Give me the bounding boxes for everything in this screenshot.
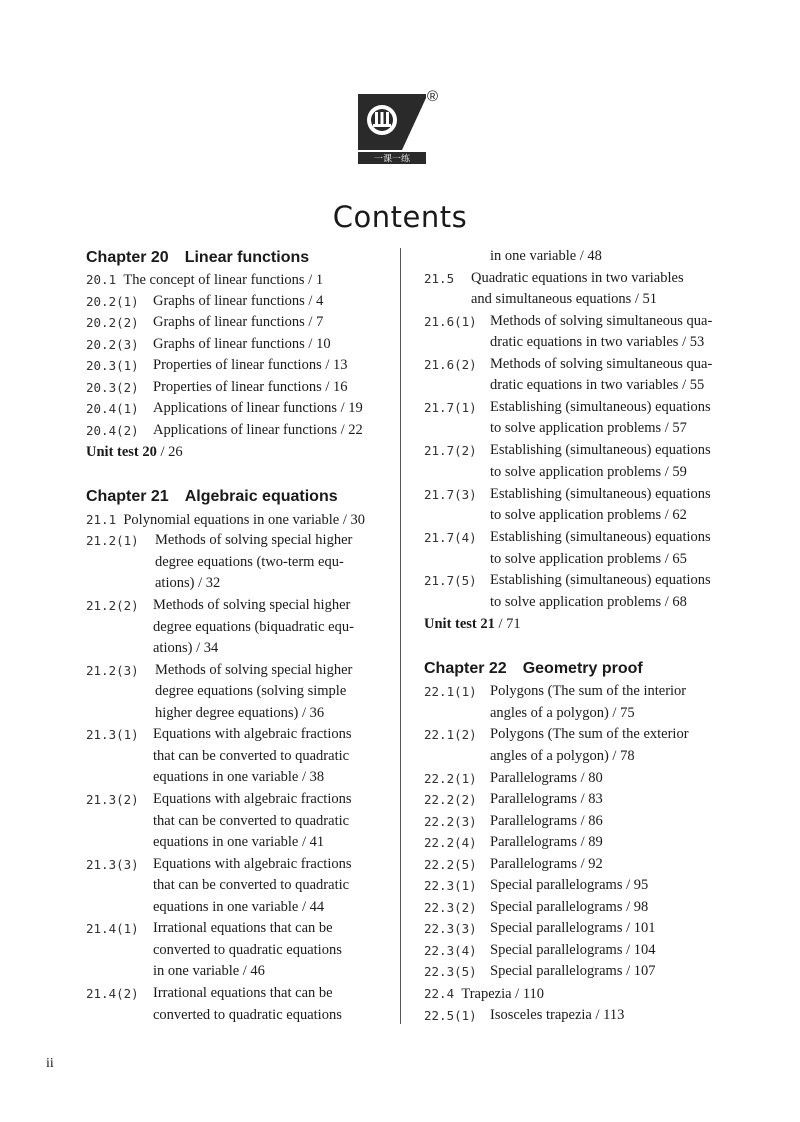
toc-entry: 21.4(1) [86,921,139,936]
toc-entry-text: degree equations (two-term equ- [155,554,344,570]
toc-entry-text: degree equations (biquadratic equ- [153,619,354,635]
toc-entry: 20.3(2) [86,380,139,395]
toc-entry-text: Methods of solving simultaneous qua- [490,356,713,372]
toc-entry: 21.3(2) [86,792,139,807]
toc-entry-text: equations in one variable / 41 [153,834,325,850]
toc-entry-text: Properties of linear functions / 16 [153,379,348,395]
toc-entry-text: dratic equations in two variables / 55 [490,377,705,393]
toc-entry: 21.3(1) [86,727,139,742]
toc-entry-text: and simultaneous equations / 51 [471,291,658,307]
toc-entry-text: Methods of solving special higher [153,597,351,613]
toc-entry-text: Establishing (simultaneous) equations [490,399,711,415]
unit-test-20: Unit test 20 / 26 [86,444,183,460]
toc-entry: 22.2(2) [424,792,477,807]
logo-text: 一课一练 [373,154,411,164]
toc-entry-text: to solve application problems / 62 [490,507,687,523]
toc-entry: 21.7(1) [424,400,477,415]
toc-entry-text: Applications of linear functions / 22 [153,422,363,438]
toc-entry-text: Irrational equations that can be [153,920,333,936]
toc-entry: 21.5 [424,271,455,286]
toc-entry: 22.3(3) [424,921,477,936]
toc-entry-text: to solve application problems / 68 [490,594,687,610]
toc-continuation: in one variable / 48 [490,248,602,264]
toc-entry-text: Establishing (simultaneous) equations [490,442,711,458]
toc-entry: 21.7(3) [424,487,477,502]
toc-entry-text: that can be converted to quadratic [153,877,350,893]
toc-entry-text: Parallelograms / 92 [490,856,603,872]
toc-entry-text: that can be converted to quadratic [153,748,350,764]
page-number: ii [46,1056,54,1071]
toc-entry-text: Methods of solving simultaneous qua- [490,313,713,329]
toc-entry: 22.2(4) [424,835,477,850]
toc-entry: 22.2(5) [424,857,477,872]
toc-entry-text: Properties of linear functions / 13 [153,357,348,373]
column-divider [400,248,401,1024]
toc-entry-text: to solve application problems / 65 [490,551,687,567]
toc-entry-text: Polygons (The sum of the exterior [490,726,689,742]
toc-entry-text: dratic equations in two variables / 53 [490,334,705,350]
toc-entry: 21.2(1) [86,533,139,548]
toc-entry: 20.1 The concept of linear functions / 1 [86,272,324,288]
toc-entry-text: Isosceles trapezia / 113 [490,1007,625,1023]
page-title: Contents [332,200,468,234]
toc-entry: 22.1(2) [424,727,477,742]
toc-entry-text: Polygons (The sum of the interior [490,683,687,699]
toc-entry: 22.5(1) [424,1008,477,1023]
toc-entry-text: Methods of solving special higher [155,662,353,678]
toc-entry-text: Parallelograms / 83 [490,791,603,807]
toc-entry: 20.4(2) [86,423,139,438]
toc-entry: 21.1 Polynomial equations in one variable / 30 [86,512,365,528]
toc-entry-text: converted to quadratic equations [153,942,342,958]
toc-entry: 22.2(3) [424,814,477,829]
toc-entry: 22.4 Trapezia / 110 [424,986,545,1002]
unit-test-21: Unit test 21 / 71 [424,616,521,632]
toc-entry-text: Equations with algebraic fractions [153,856,352,872]
toc-entry-text: Special parallelograms / 104 [490,942,656,958]
toc-entry-text: Graphs of linear functions / 4 [153,293,324,309]
chapter-21-heading: Chapter 21 Algebraic equations [86,488,338,505]
toc-entry-text: Parallelograms / 80 [490,770,603,786]
toc-entry: 21.4(2) [86,986,139,1001]
chapter-20-heading: Chapter 20 Linear functions [86,249,310,266]
toc-entry-text: converted to quadratic equations [153,1007,342,1023]
toc-entry-text: Special parallelograms / 98 [490,899,649,915]
toc-entry-text: Quadratic equations in two variables [471,270,684,286]
toc-entry-text: to solve application problems / 57 [490,420,687,436]
toc-entry-text: Establishing (simultaneous) equations [490,529,711,545]
toc-entry-text: Methods of solving special higher [155,532,353,548]
toc-entry-text: Equations with algebraic fractions [153,791,352,807]
registered-mark: ® [427,88,439,105]
toc-entry: 21.7(2) [424,443,477,458]
toc-entry: 22.3(2) [424,900,477,915]
toc-entry: 21.2(3) [86,663,139,678]
toc-entry-text: degree equations (solving simple [155,683,347,699]
toc-entry-text: angles of a polygon) / 75 [490,705,635,721]
toc-entry-text: that can be converted to quadratic [153,813,350,829]
toc-entry-text: equations in one variable / 44 [153,899,325,915]
toc-entry-text: Applications of linear functions / 19 [153,400,363,416]
toc-entry: 20.2(2) [86,315,139,330]
toc-entry-text: Establishing (simultaneous) equations [490,572,711,588]
toc-entry-text: Special parallelograms / 95 [490,877,649,893]
toc-entry-text: angles of a polygon) / 78 [490,748,635,764]
toc-entry: 21.6(2) [424,357,477,372]
toc-entry: 21.3(3) [86,857,139,872]
toc-entry-text: Graphs of linear functions / 10 [153,336,331,352]
toc-entry-text: Special parallelograms / 107 [490,963,656,979]
toc-entry: 22.3(4) [424,943,477,958]
toc-entry: 22.2(1) [424,771,477,786]
toc-entry-text: ations) / 32 [155,575,221,591]
toc-entry: 22.1(1) [424,684,477,699]
toc-entry: 20.2(3) [86,337,139,352]
toc-entry: 22.3(5) [424,964,477,979]
toc-entry: 21.6(1) [424,314,477,329]
publisher-logo [358,94,426,164]
toc-entry-text: equations in one variable / 38 [153,769,325,785]
toc-entry-text: Graphs of linear functions / 7 [153,314,324,330]
toc-entry: 20.3(1) [86,358,139,373]
toc-entry-text: to solve application problems / 59 [490,464,687,480]
toc-entry: 22.3(1) [424,878,477,893]
toc-entry-text: Special parallelograms / 101 [490,920,656,936]
toc-entry: 20.2(1) [86,294,139,309]
toc-entry-text: higher degree equations) / 36 [155,705,325,721]
toc-entry: 20.4(1) [86,401,139,416]
toc-entry: 21.7(5) [424,573,477,588]
toc-entry-text: Equations with algebraic fractions [153,726,352,742]
toc-entry-text: in one variable / 46 [153,963,265,979]
toc-entry-text: Establishing (simultaneous) equations [490,486,711,502]
toc-entry: 21.2(2) [86,598,139,613]
toc-entry-text: Parallelograms / 89 [490,834,603,850]
toc-entry-text: Irrational equations that can be [153,985,333,1001]
toc-entry: 21.7(4) [424,530,477,545]
toc-entry-text: Parallelograms / 86 [490,813,603,829]
chapter-22-heading: Chapter 22 Geometry proof [424,660,643,677]
toc-entry-text: ations) / 34 [153,640,219,656]
